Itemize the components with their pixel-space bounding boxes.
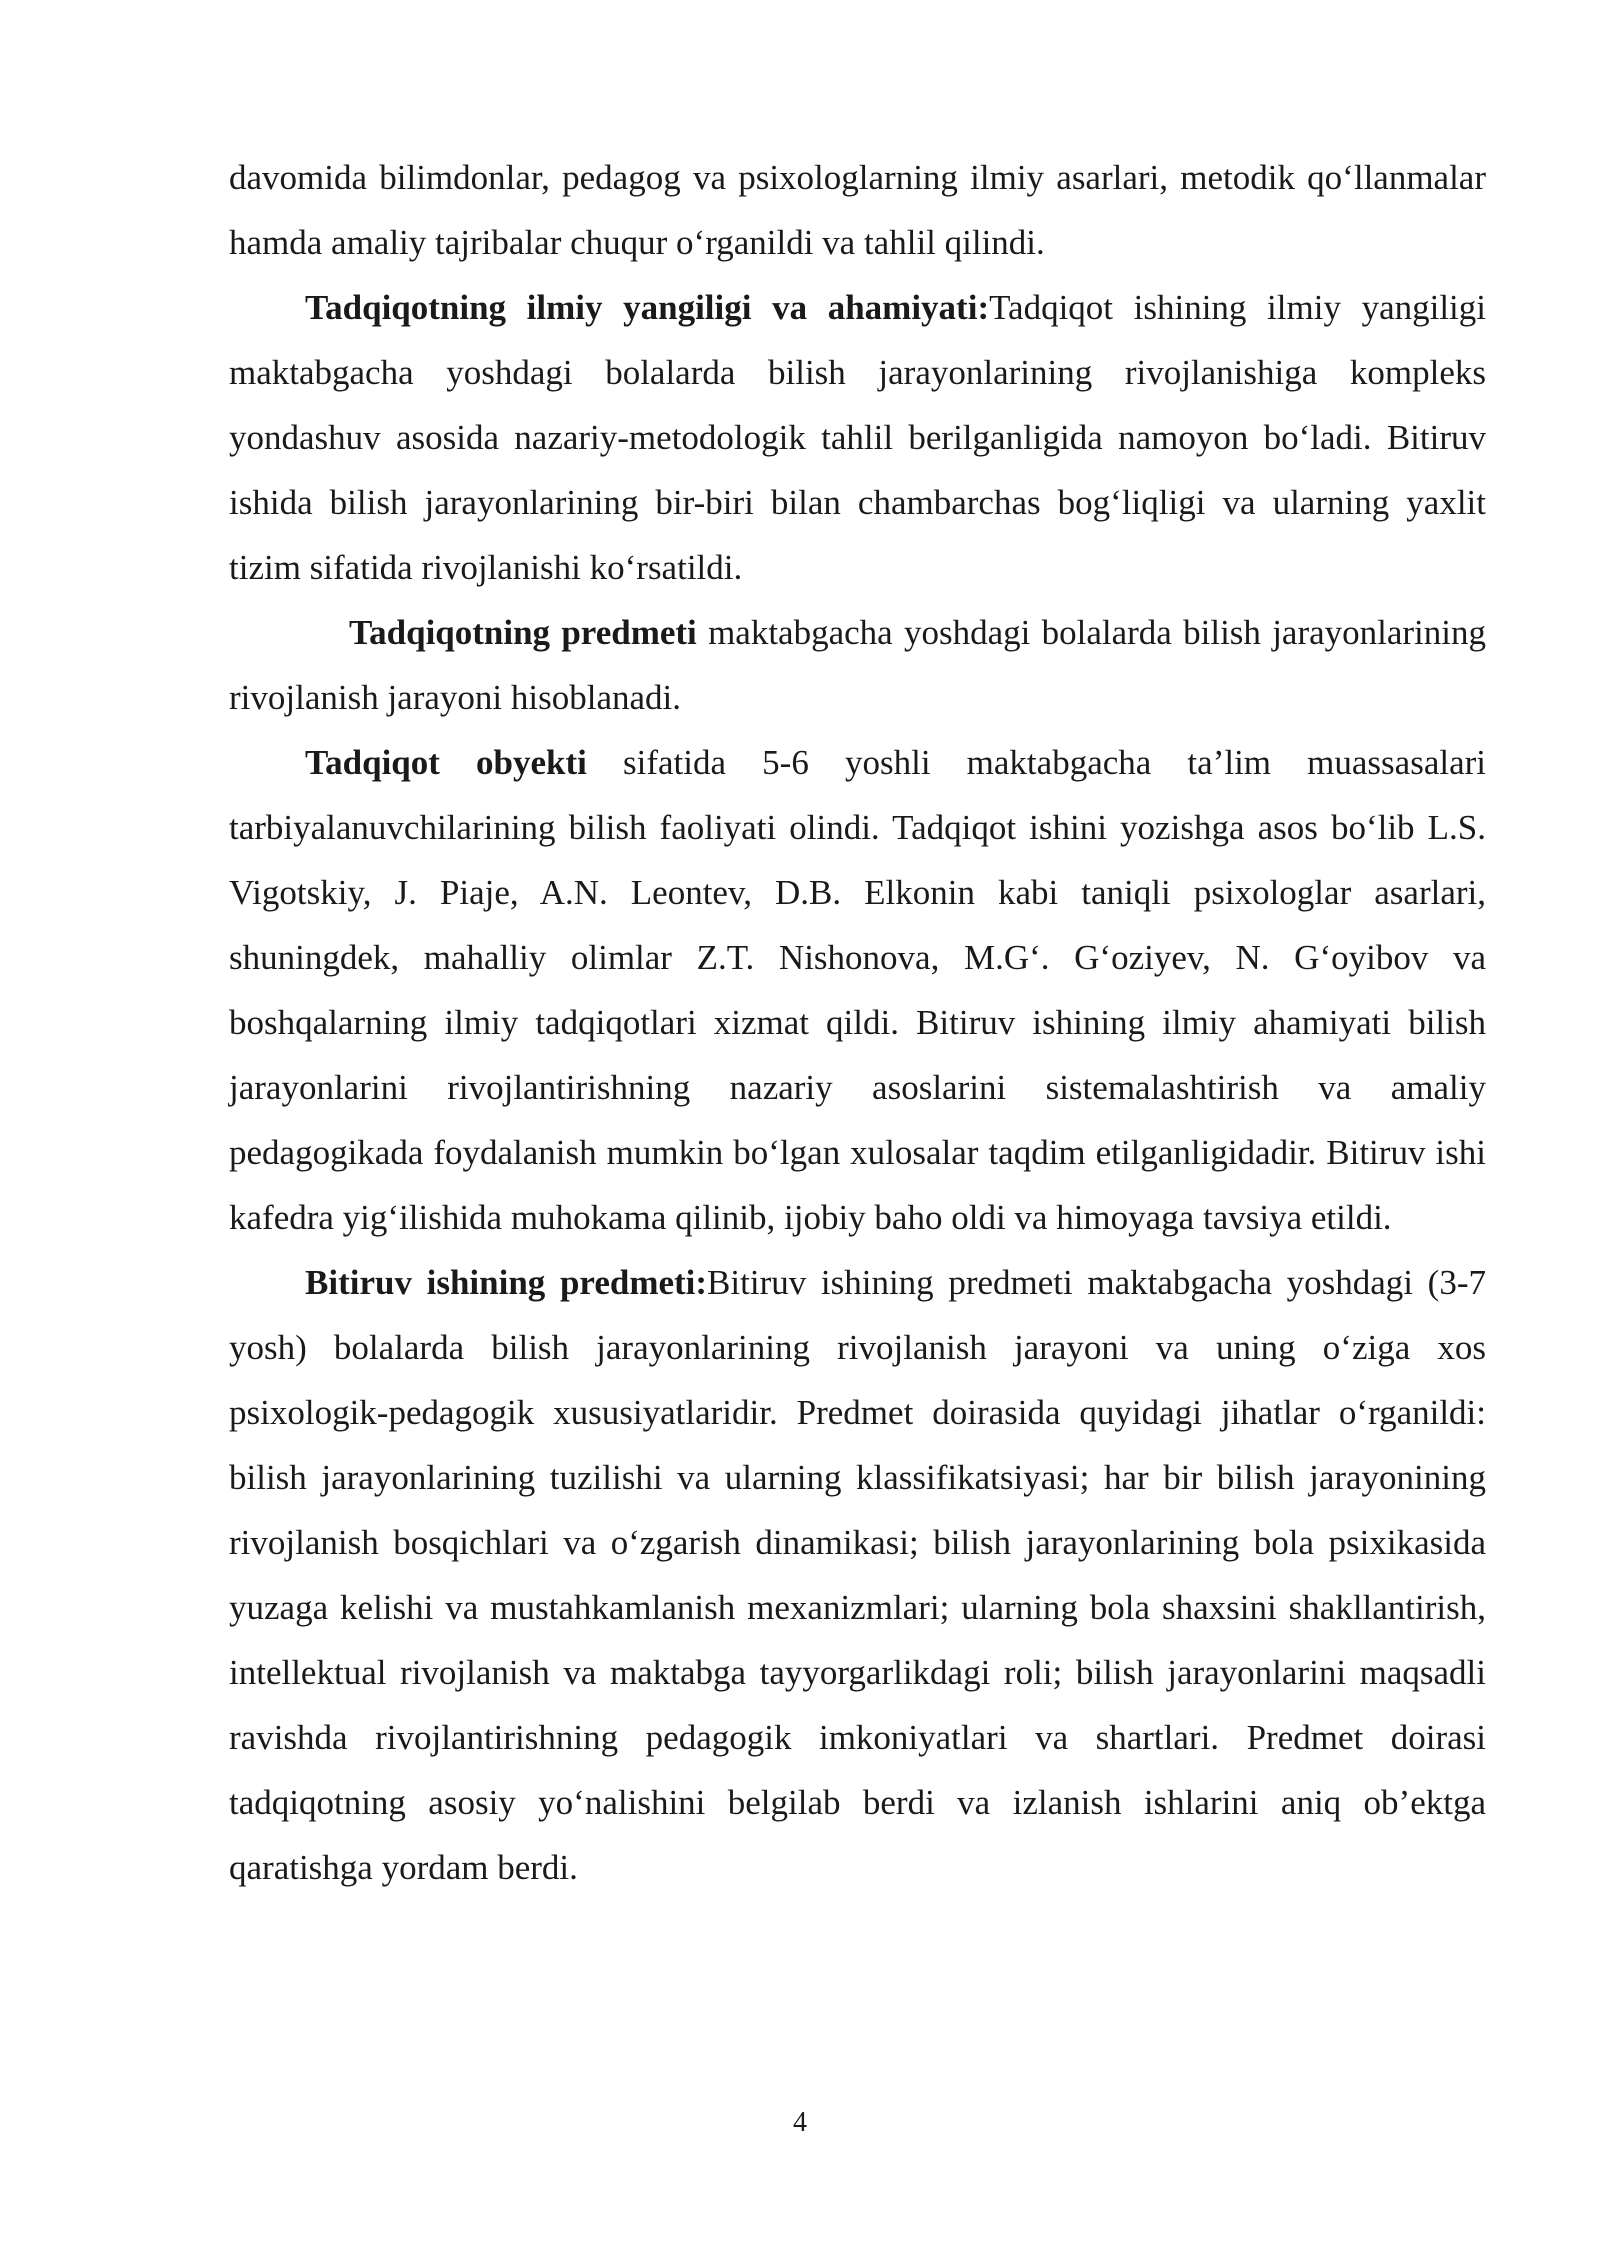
- paragraph-continuation: [229, 145, 1486, 275]
- body-text: [229, 145, 1486, 1900]
- paragraph-text: sifatida 5-6 yoshli maktabgacha ta’lim muassasalari tarbiyalanuvchilarining bilish faoliyati olindi. Tadqiqot ishini yozishga asos bo‘lib L.S. Vigotskiy, J. Piaje, A.N. Leontev, D.B. Elkonin kabi taniqli psixologlar asarlari, shuningdek, mahalliy olimlar Z.T. Nishonova, M.G‘. G‘oziyev, N. G‘oyibov va boshqalarning ilmiy tadqiqotlari xizmat qildi. Bitiruv ishining ilmiy ahamiyati bilish jarayonlarini rivojlantirishning nazariy asoslarini sistemalashtirish va amaliy pedagogikada foydalanish mumkin bo‘lgan xulosalar taqdim etilganligidadir. Bitiruv ishi kafedra yig‘ilishida muhokama qilinib, ijobiy baho oldi va himoyaga tavsiya etildi.: [229, 743, 1486, 1237]
- paragraph-text: davomida bilimdonlar, pedagog va psixologlarning ilmiy asarlari, metodik qo‘llanmalar hamda amaliy tajribalar chuqur o‘rganildi va tahlil qilindi.: [229, 158, 1486, 262]
- page-number: 4: [793, 2107, 807, 2138]
- paragraph-thesis-subject: [229, 1250, 1486, 1900]
- paragraph-heading: Bitiruv ishining predmeti:: [305, 1263, 708, 1302]
- paragraph-text: Bitiruv ishining predmeti maktabgacha yoshdagi (3-7 yosh) bolalarda bilish jarayonlarining rivojlanish jarayoni va uning o‘ziga xos psixologik-pedagogik xususiyatlaridir. Predmet doirasida quyidagi jihatlar o‘rganildi: bilish jarayonlarining tuzilishi va ularning klassifikatsiyasi; har bir bilish jarayonining rivojlanish bosqichlari va o‘zgarish dinamikasi; bilish jarayonlarining bola psixikasida yuzaga kelishi va mustahkamlanish mexanizmlari; ularning bola shaxsini shakllantirish, intellektual rivojlanish va maktabga tayyorgarlikdagi roli; bilish jarayonlarini maqsadli ravishda rivojlantirishning pedagogik imkoniyatlari va shartlari. Predmet doirasi tadqiqotning asosiy yo‘nalishini belgilab berdi va izlanish ishlarini aniq ob’ektga qaratishga yordam berdi.: [229, 1263, 1486, 1887]
- paragraph-research-subject: [229, 600, 1486, 730]
- paragraph-heading: Tadqiqotning predmeti: [349, 613, 697, 652]
- paragraph-text: maktabgacha yoshdagi bolalarda bilish jarayonlarining rivojlanish jarayoni hisoblanadi.: [229, 613, 1486, 717]
- paragraph-heading: Tadqiqot obyekti: [305, 743, 587, 782]
- paragraph-research-object: [229, 730, 1486, 1250]
- paragraph-heading: Tadqiqotning ilmiy yangiligi va ahamiyati:: [305, 288, 990, 327]
- paragraph-text: Tadqiqot ishining ilmiy yangiligi maktabgacha yoshdagi bolalarda bilish jarayonlarining rivojlanishiga kompleks yondashuv asosida nazariy-metodologik tahlil berilganligida namoyon bo‘ladi. Bitiruv ishida bilish jarayonlarining bir-biri bilan chambarchas bog‘liqligi va ularning yaxlit tizim sifatida rivojlanishi ko‘rsatildi.: [229, 288, 1486, 587]
- paragraph-scientific-novelty: [229, 275, 1486, 600]
